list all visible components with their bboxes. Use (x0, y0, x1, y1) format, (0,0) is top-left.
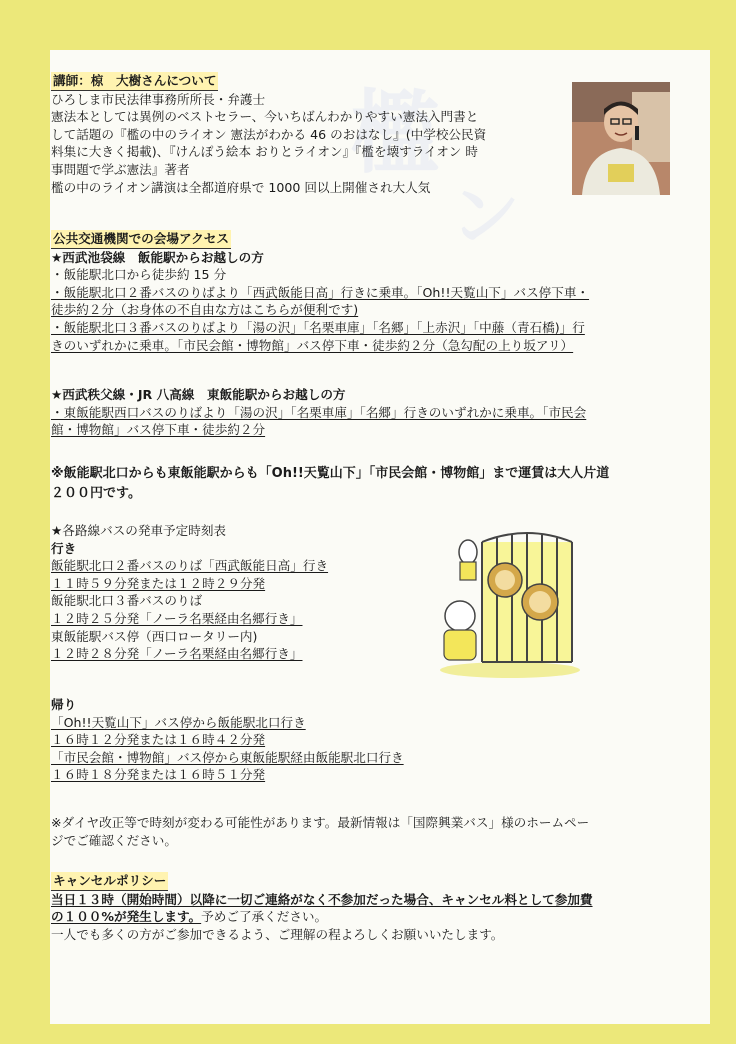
timetable-line: 東飯能駅バス停（西口ロータリー内) (51, 628, 258, 644)
outbound-label: 行き (51, 540, 77, 556)
route-line: 館・博物館」バス停下車・徒歩約２分 (51, 422, 266, 438)
timetable-section (51, 522, 411, 663)
lecturer-line: 檻の中のライオン講演は全都道府県で 1000 回以上開催され大人気 (51, 179, 431, 195)
cancel-bold-line: 当日１３時（開始時間）以降に一切ご連絡がなく不参加だった場合、キャンセル料として参加費 (51, 891, 593, 907)
route-line: ・飯能駅北口２番バスのりばより「西武飯能日高」行きに乗車。「Oh!!天覧山下」バス停下車・ (51, 284, 590, 300)
cancel-bold-line: の１００%が発生します。 (51, 909, 202, 925)
timetable-line: １１時５９分発または１２時２９分発 (51, 575, 266, 591)
route-line: きのいずれかに乗車。「市民会館・博物館」バス停下車・徒歩約２分（急勾配の上り坂アリ） (51, 337, 574, 353)
timetable-line: 「Oh!!天覧山下」バス停から飯能駅北口行き (51, 714, 306, 730)
lecturer-line: 料集に大きく掲載)、『けんぽう絵本 おりとライオン』『檻を壊すライオン 時 (51, 144, 478, 160)
timetable-line: 飯能駅北口２番バスのりば「西武飯能日高」行き (51, 558, 329, 574)
route-title: ★西武池袋線 飯能駅からお越しの方 (51, 249, 264, 265)
timetable-line: １２時２８分発「ノーラ名栗経由名郷行き」 (51, 646, 303, 662)
lecturer-line: 事問題で学ぶ憲法』著者 (51, 161, 190, 177)
timetable-line: １２時２５分発「ノーラ名栗経由名郷行き」 (51, 610, 303, 626)
timetable-note (51, 814, 691, 849)
cancel-last-line: 一人でも多くの方がご参加できるよう、ご理解の程よろしくお願いいたします。 (51, 926, 504, 942)
background-watermark: ン (450, 174, 520, 257)
route-line: ・東飯能駅西口バスのりばより「湯の沢」「名栗車庫」「名郷」行きのいずれかに乗車。「市民会 (51, 404, 587, 420)
access-heading: 公共交通機関での会場アクセス (51, 230, 231, 249)
return-timetable (51, 696, 691, 784)
timetable-line: １６時１８分発または１６時５１分発 (51, 767, 266, 783)
cancel-section (51, 872, 691, 943)
return-label: 帰り (51, 697, 77, 712)
fare-note (51, 464, 691, 504)
timetable-title: ★各路線バスの発車予定時刻表 (51, 523, 227, 538)
access-route2 (51, 386, 691, 439)
access-section (51, 230, 691, 354)
route-title: ★西武秩父線・JR 八高線 東飯能駅からお越しの方 (51, 387, 346, 402)
lion-cage-illustration (420, 520, 580, 680)
route-line: 徒歩約２分（お身体の不自由な方はこちらが便利です) (51, 302, 359, 318)
route-line: ・飯能駅北口から徒歩約 15 分 (51, 267, 227, 283)
cancel-note: 予めご了承ください。 (201, 909, 328, 925)
note-line: ジでご確認ください。 (51, 832, 177, 848)
route-line: ・飯能駅北口３番バスのりばより「湯の沢」「名栗車庫」「名郷」「上赤沢」「中藤（青石橋)」行 (51, 319, 585, 335)
timetable-line: １６時１２分発または１６時４２分発 (51, 732, 266, 748)
fare-line: ※飯能駅北口からも東飯能駅からも「Oh!!天覧山下」「市民会館・博物館」まで運賃は大人片道 (51, 466, 610, 481)
timetable-line: 飯能駅北口３番バスのりば (51, 593, 203, 609)
lecturer-photo (572, 82, 670, 195)
cancel-heading: キャンセルポリシー (51, 872, 168, 891)
lecturer-line: 憲法本としては異例のベストセラー、今いちばんわかりやすい憲法入門書と (51, 109, 479, 125)
lecturer-heading: 講師：椋 大樹さんについて (51, 72, 218, 91)
lecturer-line: ひろしま市民法律事務所所長・弁護士 (51, 91, 266, 107)
lecturer-line: して話題の『檻の中のライオン 憲法がわかる 46 のおはなし』(中学校公民資 (51, 126, 487, 142)
fare-line: ２００円です。 (51, 486, 141, 501)
timetable-line: 「市民会館・博物館」バス停から東飯能駅経由飯能駅北口行き (51, 749, 404, 765)
background-watermark: 檻 (350, 80, 440, 186)
note-line: ※ダイヤ改正等で時刻が変わる可能性があります。最新情報は「国際興業バス」様のホームペー (51, 815, 590, 830)
